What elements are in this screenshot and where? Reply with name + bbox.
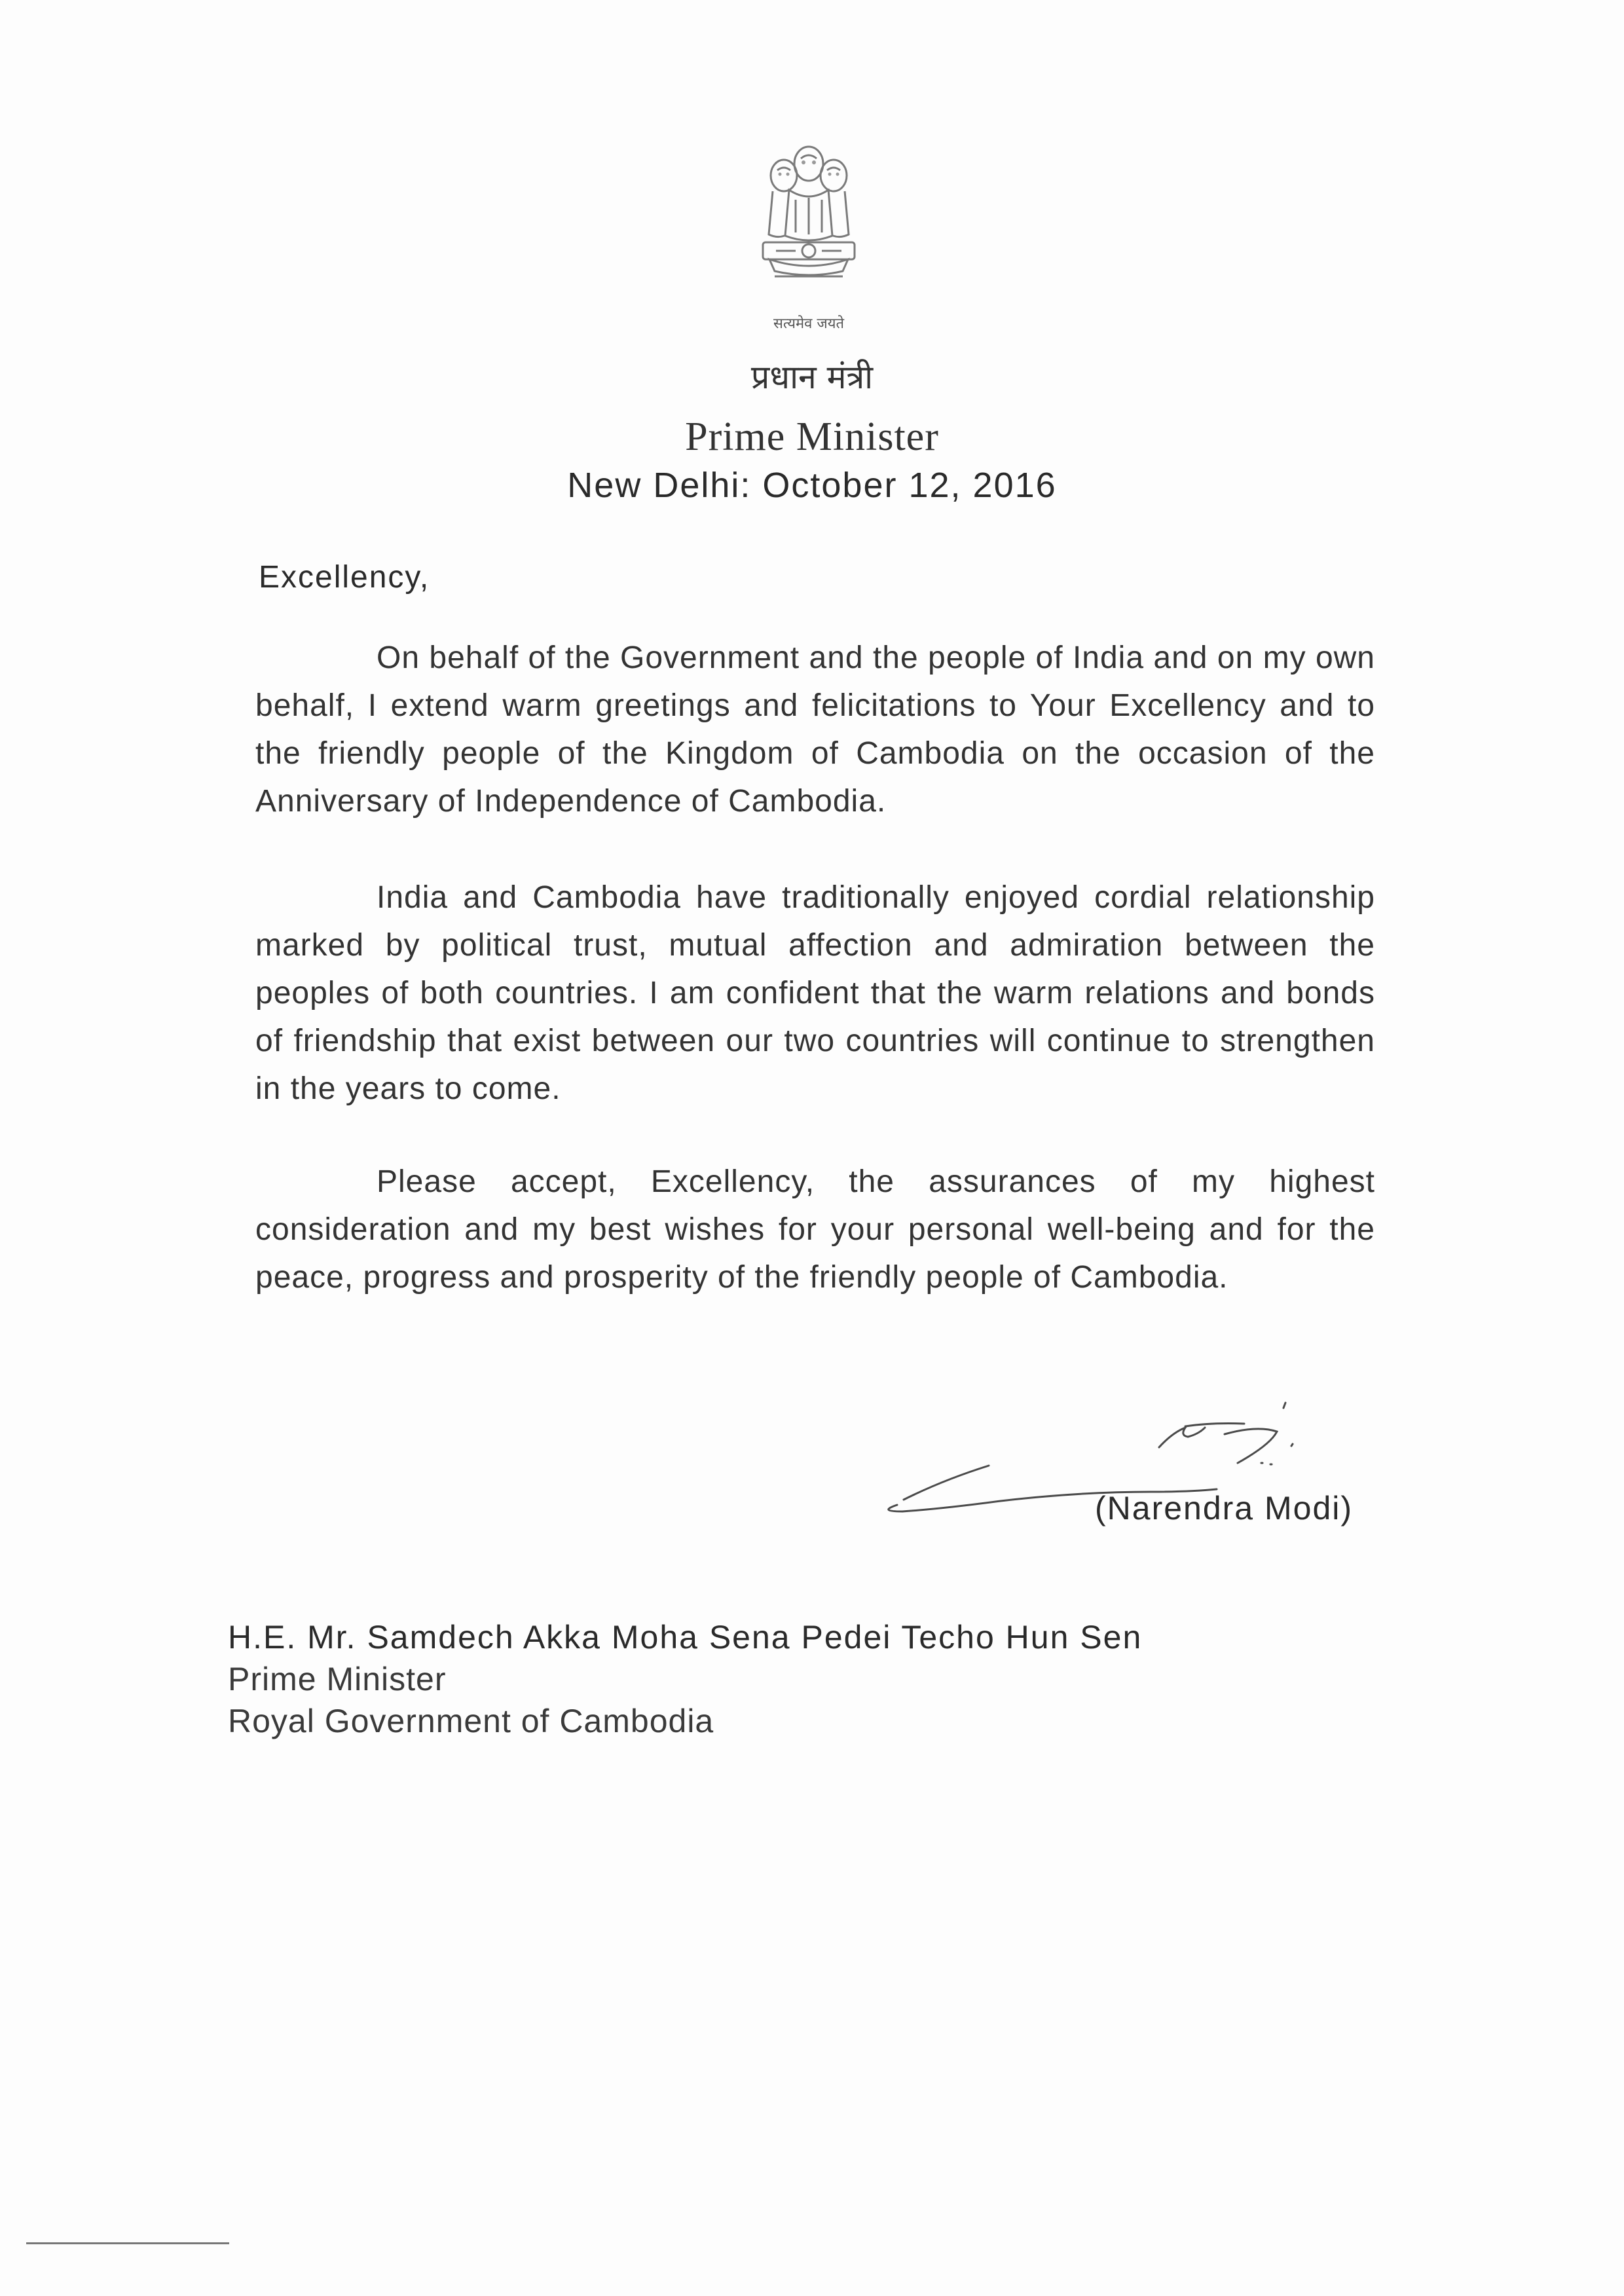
addressee-block: [228, 1616, 1142, 1742]
signatory-name: (Narendra Modi): [1095, 1490, 1354, 1527]
addressee-position: Prime Minister: [228, 1661, 447, 1697]
addressee-organization: Royal Government of Cambodia: [228, 1703, 714, 1739]
body-paragraph: On behalf of the Government and the people of India and on my own behalf, I extend warm greetings and felicitations to Your Excellency and to the friendly people of the Kingdom of Cambodia on the occasion of the Anniversary of Independence of Cambodia.: [255, 640, 1375, 819]
addressee-name: H.E. Mr. Samdech Akka Moha Sena Pedei Techo Hun Sen: [228, 1619, 1143, 1656]
body-paragraph: India and Cambodia have traditionally enjoyed cordial relationship marked by political trust, mutual affection and admiration between the peoples of both countries. I am confident that the warm relations and bonds of friendship that exist between our two countries will continue to strengthen in the years to come.: [255, 880, 1375, 1106]
body-paragraph: Please accept, Excellency, the assurances of my highest consideration and my best wishes for your personal well-being and for the peace, progress and prosperity of the friendly people of Cambodia.: [255, 1164, 1375, 1295]
salutation: Excellency,: [259, 560, 430, 595]
footer-divider: [26, 2242, 229, 2244]
national-emblem-icon: [743, 138, 874, 301]
office-title: Prime Minister: [685, 415, 939, 459]
emblem-motto: सत्यमेव जयते: [773, 316, 845, 332]
office-title-hindi: प्रधान मंत्री: [750, 358, 874, 396]
dateline: New Delhi: October 12, 2016: [567, 466, 1057, 505]
